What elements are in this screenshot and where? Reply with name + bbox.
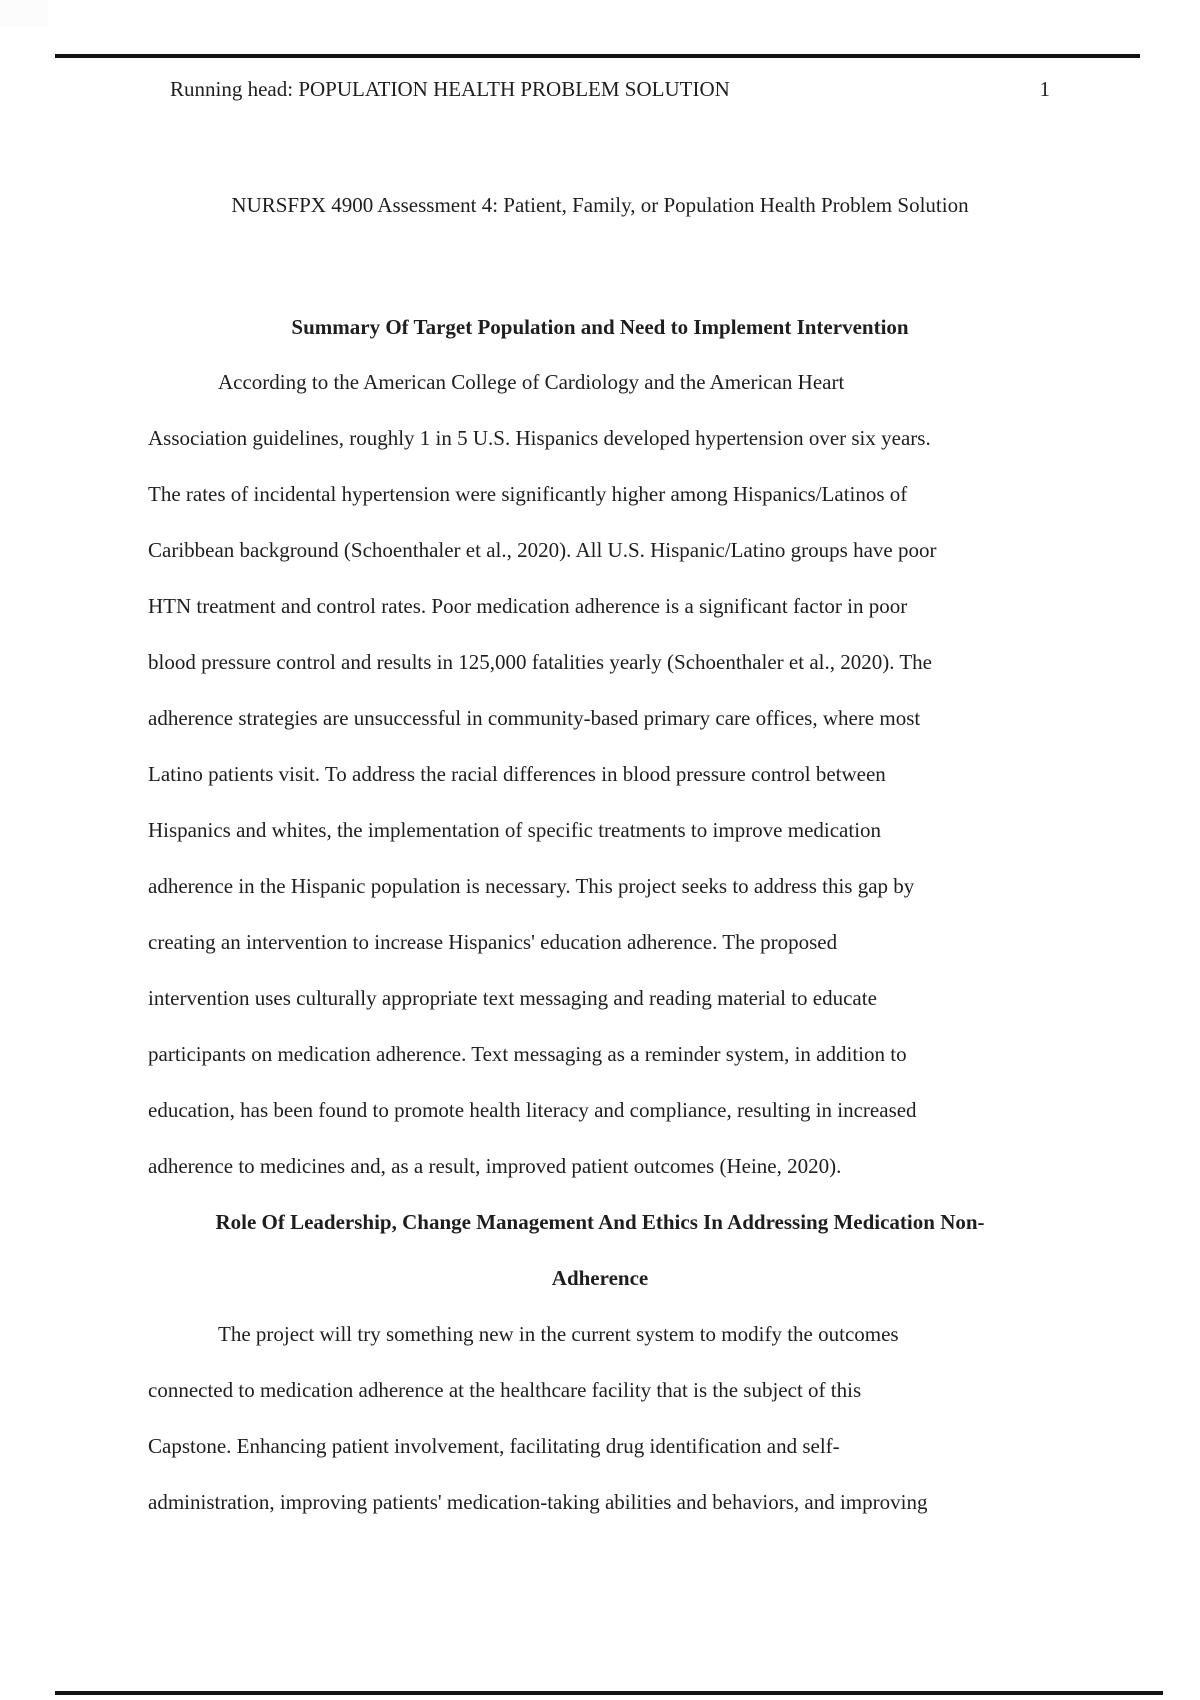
- body-line: According to the American College of Cardiology and the American Heart: [218, 370, 845, 394]
- page-header: [170, 76, 1050, 102]
- body-line: connected to medication adherence at the healthcare facility that is the subject of this: [148, 1378, 862, 1402]
- running-head: Running head: POPULATION HEALTH PROBLEM SOLUTION: [170, 77, 730, 101]
- section-heading-summary: Summary Of Target Population and Need to Implement Intervention: [291, 315, 909, 339]
- body-line: blood pressure control and results in 125,000 fatalities yearly (Schoenthaler et al., 2020). The: [148, 650, 932, 674]
- header-rule: [55, 54, 1140, 58]
- body-line: administration, improving patients' medication-taking abilities and behaviors, and improving: [148, 1490, 928, 1514]
- body-line: Capstone. Enhancing patient involvement, facilitating drug identification and self-: [148, 1434, 840, 1458]
- body-line: Association guidelines, roughly 1 in 5 U.S. Hispanics developed hypertension over six years.: [148, 426, 931, 450]
- body-line: intervention uses culturally appropriate text messaging and reading material to educate: [148, 986, 877, 1010]
- body-line: Latino patients visit. To address the racial differences in blood pressure control between: [148, 762, 886, 786]
- body-line: education, has been found to promote health literacy and compliance, resulting in increased: [148, 1098, 917, 1122]
- body-line: adherence strategies are unsuccessful in community-based primary care offices, where most: [148, 706, 921, 730]
- scan-artifact: [0, 0, 48, 27]
- body-line: adherence to medicines and, as a result, improved patient outcomes (Heine, 2020).: [148, 1154, 842, 1178]
- body-line: participants on medication adherence. Text messaging as a reminder system, in addition to: [148, 1042, 907, 1066]
- body-line: HTN treatment and control rates. Poor medication adherence is a significant factor in poor: [148, 594, 908, 618]
- document-title: NURSFPX 4900 Assessment 4: Patient, Family, or Population Health Problem Solution: [231, 193, 969, 217]
- footer-rule: [55, 1691, 1163, 1695]
- body-line: The project will try something new in the current system to modify the outcomes: [218, 1322, 899, 1346]
- body-line: creating an intervention to increase Hispanics' education adherence. The proposed: [148, 930, 838, 954]
- body-line: The rates of incidental hypertension were significantly higher among Hispanics/Latinos of: [148, 482, 908, 506]
- section-heading-role-line-2: Adherence: [551, 1266, 649, 1290]
- body-line: Caribbean background (Schoenthaler et al., 2020). All U.S. Hispanic/Latino groups have poor: [148, 538, 937, 562]
- section-heading-role-line-1: Role Of Leadership, Change Management And Ethics In Addressing Medication Non-: [215, 1210, 985, 1234]
- document-body: [0, 354, 1200, 1530]
- page-number: 1: [1039, 77, 1050, 101]
- body-line: Hispanics and whites, the implementation of specific treatments to improve medication: [148, 818, 882, 842]
- body-line: adherence in the Hispanic population is necessary. This project seeks to address this gap by: [148, 874, 915, 898]
